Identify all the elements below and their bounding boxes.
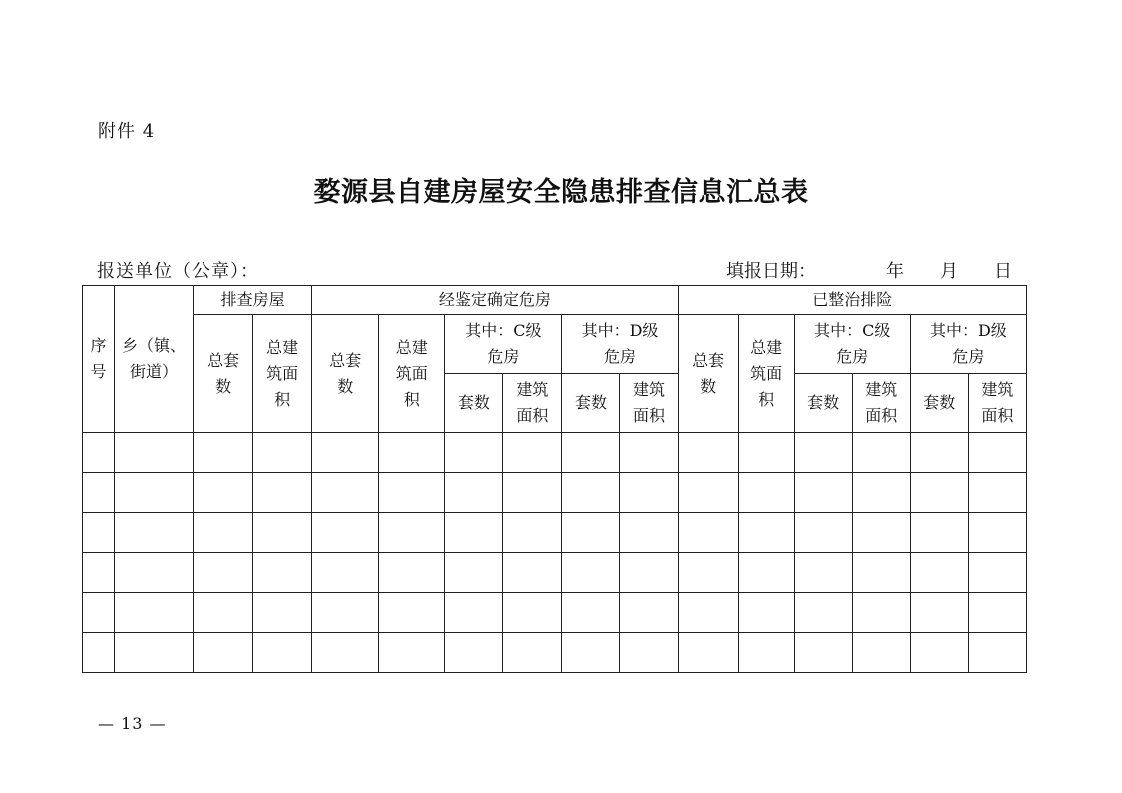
table-cell[interactable] [968,593,1026,633]
header-id-total-area: 总建筑面积 [379,315,445,433]
table-cell[interactable] [253,553,312,593]
attachment-label: 附件 4 [98,121,156,142]
table-cell[interactable] [379,473,445,513]
table-cell[interactable] [968,553,1026,593]
table-cell[interactable] [852,513,910,553]
header-investigated: 排查房屋 [194,286,312,315]
table-cell[interactable] [194,433,253,473]
table-cell[interactable] [968,633,1026,673]
table-cell[interactable] [115,633,194,673]
table-cell[interactable] [312,633,379,673]
table-cell[interactable] [910,633,968,673]
table-cell[interactable] [312,553,379,593]
header-id-c-area: 建筑面积 [503,374,562,433]
table-cell[interactable] [852,433,910,473]
table-cell[interactable] [794,513,852,553]
table-cell[interactable] [910,513,968,553]
table-cell[interactable] [910,433,968,473]
table-cell[interactable] [194,513,253,553]
table-cell[interactable] [620,553,678,593]
table-cell[interactable] [503,593,562,633]
table-cell[interactable] [194,553,253,593]
table-cell[interactable] [312,513,379,553]
table-cell[interactable] [562,553,620,593]
table-cell[interactable] [852,473,910,513]
table-cell[interactable] [194,473,253,513]
header-identified: 经鉴定确定危房 [312,286,678,315]
table-cell[interactable] [620,513,678,553]
table-cell[interactable] [678,513,738,553]
header-id-of-which-c: 其中：C级危房 [445,315,562,374]
table-cell[interactable] [794,633,852,673]
summary-table [82,285,1027,673]
table-cell[interactable] [852,593,910,633]
table-row [83,593,1027,633]
fill-date-month: 月 [940,261,958,282]
header-id-total-sets: 总套数 [312,315,379,433]
header-rectified: 已整治排险 [678,286,1026,315]
table-cell[interactable] [445,633,503,673]
table-cell[interactable] [503,513,562,553]
header-seq: 序号 [83,286,115,433]
table-cell[interactable] [620,473,678,513]
table-cell[interactable] [738,633,794,673]
table-cell[interactable] [678,473,738,513]
header-rect-d-area: 建筑面积 [968,374,1026,433]
table-cell[interactable] [83,593,115,633]
table-cell[interactable] [503,553,562,593]
table-cell[interactable] [678,553,738,593]
table-cell[interactable] [83,633,115,673]
table-cell[interactable] [620,633,678,673]
table-cell[interactable] [738,593,794,633]
table-body [83,433,1027,673]
table-cell[interactable] [83,553,115,593]
table-cell[interactable] [738,433,794,473]
table-cell[interactable] [312,433,379,473]
page-number: — 13 — [98,714,167,733]
table-row [83,433,1027,473]
header-rect-d-sets: 套数 [910,374,968,433]
table-cell[interactable] [562,633,620,673]
table-row [83,633,1027,673]
table-cell[interactable] [115,473,194,513]
table-cell[interactable] [115,553,194,593]
report-unit-label: 报送单位（公章）： [97,261,259,282]
table-cell[interactable] [794,553,852,593]
header-rect-c-sets: 套数 [794,374,852,433]
table-cell[interactable] [678,593,738,633]
page-title: 婺源县自建房屋安全隐患排查信息汇总表 [313,177,809,208]
table-cell[interactable] [738,513,794,553]
table-cell[interactable] [794,593,852,633]
header-town: 乡（镇、街道） [115,286,194,433]
table-row [83,513,1027,553]
table-cell[interactable] [445,513,503,553]
header-id-of-which-d: 其中：D级危房 [562,315,678,374]
table-cell[interactable] [738,473,794,513]
table-cell[interactable] [503,473,562,513]
table-cell[interactable] [253,513,312,553]
table-cell[interactable] [852,633,910,673]
table-cell[interactable] [115,513,194,553]
table-cell[interactable] [562,433,620,473]
table-cell[interactable] [678,433,738,473]
table-cell[interactable] [445,433,503,473]
table-cell[interactable] [562,593,620,633]
header-rect-total-area: 总建筑面积 [738,315,794,433]
table-cell[interactable] [379,553,445,593]
table-cell[interactable] [738,553,794,593]
table-cell[interactable] [83,433,115,473]
table-cell[interactable] [445,593,503,633]
table-cell[interactable] [194,633,253,673]
header-inv-total-sets: 总套数 [194,315,253,433]
table-cell[interactable] [968,473,1026,513]
table-cell[interactable] [115,433,194,473]
table-cell[interactable] [503,633,562,673]
header-inv-total-area: 总建筑面积 [253,315,312,433]
table-cell[interactable] [312,593,379,633]
fill-date-label: 填报日期： [726,261,816,282]
table-cell[interactable] [445,553,503,593]
table-cell[interactable] [379,633,445,673]
table-cell[interactable] [194,593,253,633]
table-cell[interactable] [562,513,620,553]
table-cell[interactable] [253,473,312,513]
table-cell[interactable] [253,433,312,473]
fill-date-year: 年 [886,261,904,282]
header-rect-total-sets: 总套数 [678,315,738,433]
header-id-d-sets: 套数 [562,374,620,433]
table-cell[interactable] [968,433,1026,473]
table-cell[interactable] [115,593,194,633]
table-cell[interactable] [910,473,968,513]
fill-date-day: 日 [994,261,1012,282]
table-cell[interactable] [83,473,115,513]
header-id-d-area: 建筑面积 [620,374,678,433]
table-cell[interactable] [794,433,852,473]
header-rect-of-which-c: 其中：C级危房 [794,315,910,374]
table-cell[interactable] [794,473,852,513]
table-cell[interactable] [620,593,678,633]
table-cell[interactable] [910,593,968,633]
table-cell[interactable] [445,473,503,513]
table-cell[interactable] [253,593,312,633]
table-cell[interactable] [379,593,445,633]
header-rect-of-which-d: 其中：D级危房 [910,315,1026,374]
table-cell[interactable] [312,473,379,513]
table-cell[interactable] [503,433,562,473]
table-cell[interactable] [562,473,620,513]
table-cell[interactable] [83,513,115,553]
table-cell[interactable] [910,553,968,593]
table-cell[interactable] [852,553,910,593]
table-cell[interactable] [620,433,678,473]
table-cell[interactable] [379,513,445,553]
header-id-c-sets: 套数 [445,374,503,433]
table-cell[interactable] [968,513,1026,553]
table-cell[interactable] [253,633,312,673]
table-cell[interactable] [678,633,738,673]
table-row [83,473,1027,513]
table-cell[interactable] [379,433,445,473]
table-row [83,553,1027,593]
header-rect-c-area: 建筑面积 [852,374,910,433]
